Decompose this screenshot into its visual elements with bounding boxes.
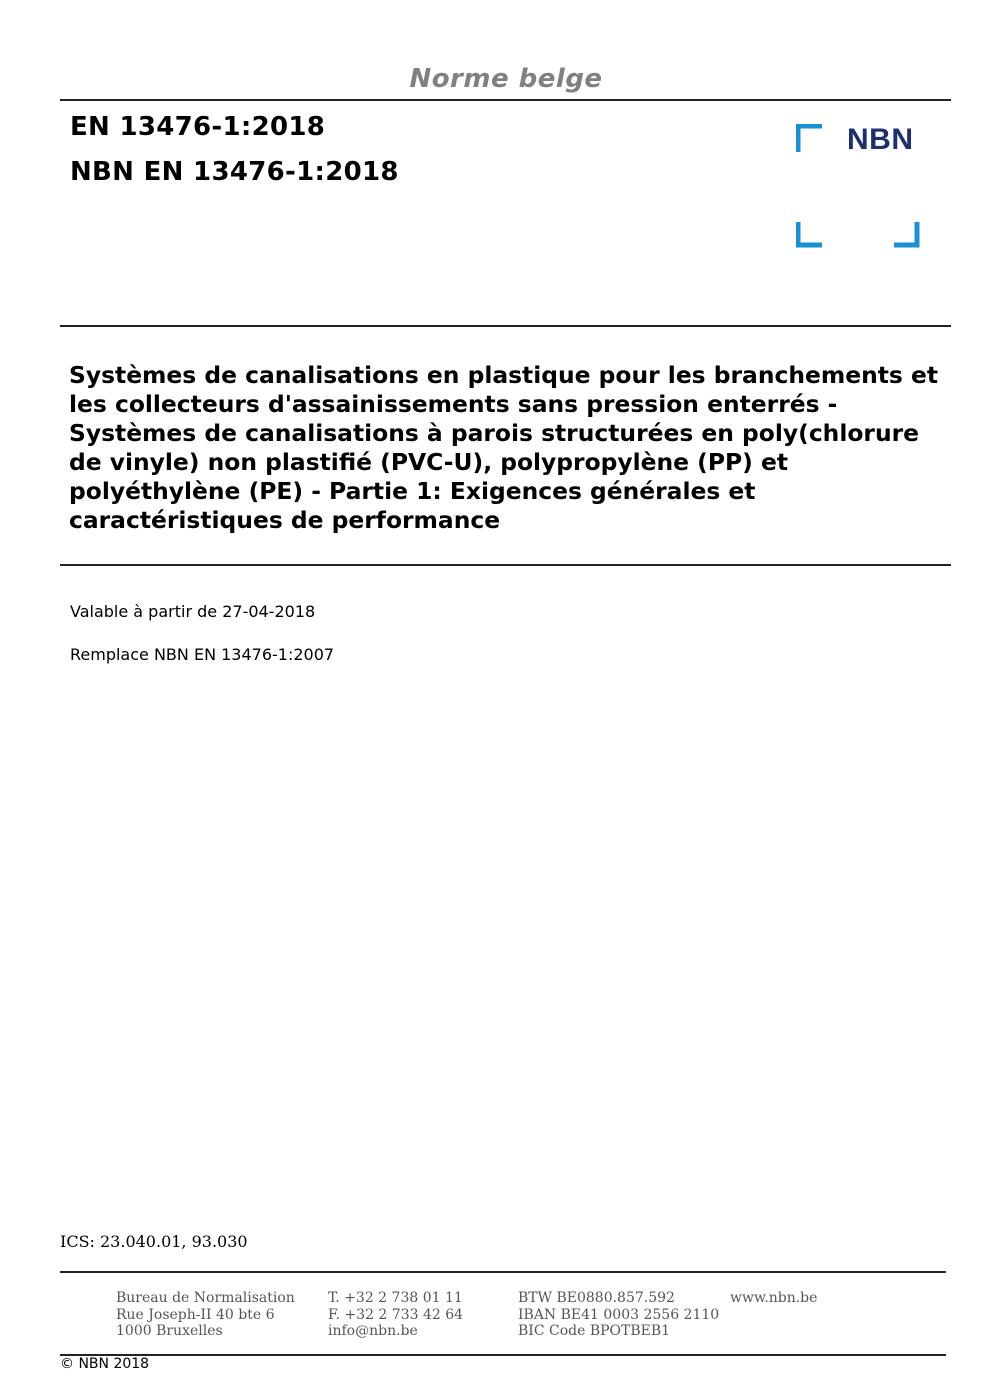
footer-website-col (730, 1290, 817, 1307)
title-line: Systèmes de canalisations à parois structurées en poly(chlorure (69, 419, 920, 447)
nbn-logo-text: NBN (847, 123, 914, 156)
footer-bic: BIC Code BPOTBEB1 (518, 1323, 671, 1339)
footer-address-line: Rue Joseph-II 40 bte 6 (116, 1306, 275, 1323)
footer-fax: F. +32 2 733 42 64 (328, 1306, 464, 1323)
validity-date: Valable à partir de 27-04-2018 (70, 602, 316, 621)
footer-contact (328, 1290, 463, 1340)
footer-vat: BTW BE0880.857.592 (518, 1290, 675, 1306)
footer-iban: IBAN BE41 0003 2556 2110 (518, 1306, 720, 1323)
title-line: caractéristiques de performance (69, 506, 501, 534)
logo-bracket (798, 126, 822, 152)
replaces-standard: Remplace NBN EN 13476-1:2007 (70, 645, 335, 664)
logo-bracket (798, 222, 822, 245)
title-line: les collecteurs d'assainissements sans pression enterrés - (69, 390, 838, 418)
footer-address-line: Bureau de Normalisation (116, 1290, 295, 1306)
footer-address-line: 1000 Bruxelles (116, 1323, 223, 1339)
footer-top-rule (60, 1271, 946, 1273)
standard-code-nbn: NBN EN 13476-1:2018 (70, 157, 399, 187)
logo-bracket (894, 222, 917, 245)
nbn-logo (796, 124, 921, 248)
title-line: Systèmes de canalisations en plastique pour les branchements et (69, 361, 939, 389)
ics-codes: ICS: 23.040.01, 93.030 (60, 1232, 248, 1251)
title-line: polyéthylène (PE) - Partie 1: Exigences générales et (69, 477, 756, 505)
document-category: Norme belge (409, 64, 603, 94)
footer-bank (518, 1290, 719, 1340)
copyright-notice: © NBN 2018 (60, 1356, 150, 1372)
title-bottom-rule (60, 564, 951, 566)
footer-address (116, 1290, 295, 1340)
footer-website-link[interactable]: www.nbn.be (730, 1290, 818, 1306)
title-line: de vinyle) non plastifié (PVC-U), polypropylène (PP) et (69, 448, 789, 476)
footer-bottom-rule (60, 1354, 946, 1356)
standard-code-en: EN 13476-1:2018 (70, 112, 326, 142)
footer-email[interactable]: info@nbn.be (328, 1323, 418, 1339)
footer-phone: T. +32 2 738 01 11 (328, 1290, 463, 1306)
header-rule (60, 99, 951, 101)
title-top-rule (60, 325, 951, 327)
document-title (69, 361, 949, 535)
